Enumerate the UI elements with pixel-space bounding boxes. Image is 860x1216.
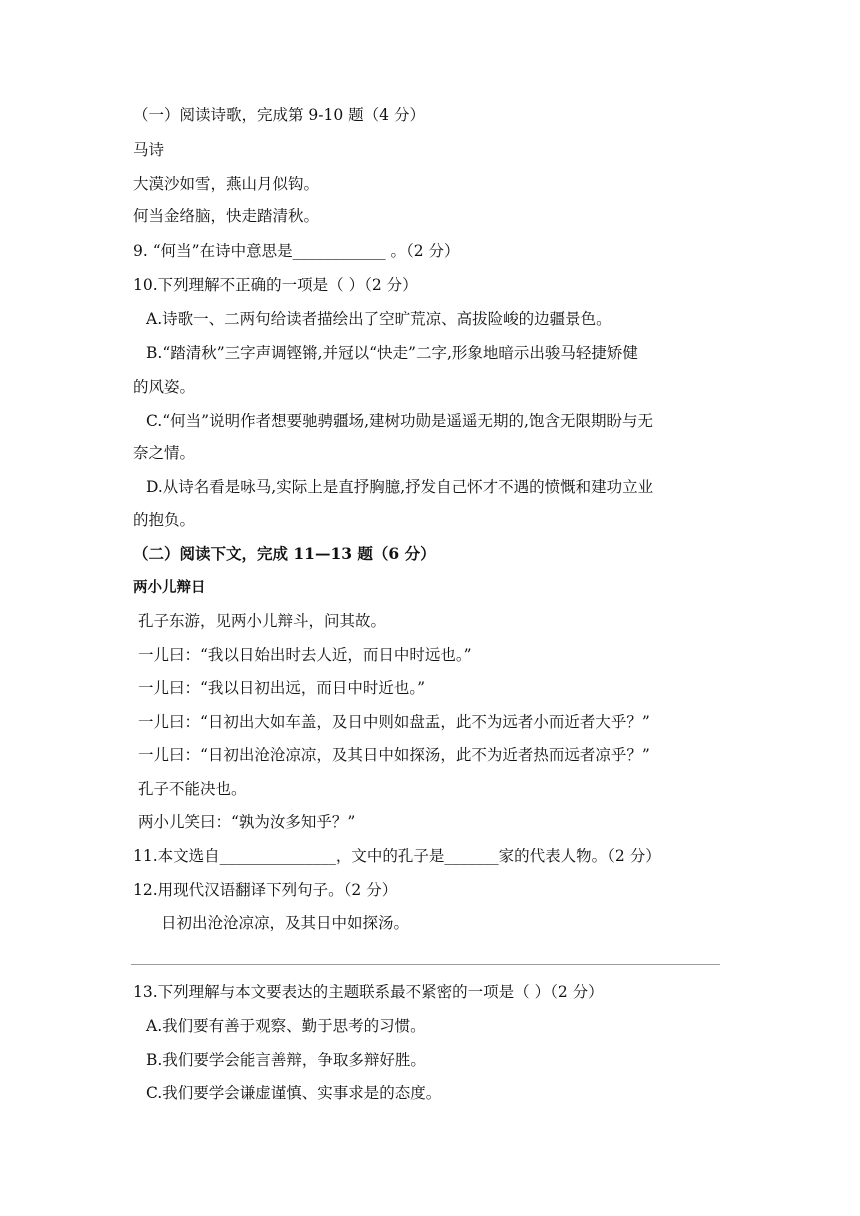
text-line-7: 两小儿笑曰：“孰为汝多知乎？”: [138, 813, 356, 831]
text-line-4: 一儿曰：“日初出大如车盖，及日中则如盘盂，此不为远者小而近者大乎？”: [138, 713, 650, 731]
answer-line: [131, 964, 720, 965]
question-10-option-a: A.诗歌一、二两句给读者描绘出了空旷荒凉、高拔险峻的边疆景色。: [146, 310, 612, 328]
question-13-option-a: A.我们要有善于观察、勤于思考的习惯。: [146, 1017, 426, 1035]
question-13-option-c: C.我们要学会谦虚谨慎、实事求是的态度。: [146, 1084, 442, 1102]
text-line-5: 一儿曰：“日初出沧沧凉凉，及其日中如探汤，此不为近者热而远者凉乎？”: [138, 746, 650, 764]
poem-line-2: 何当金络脑，快走踏清秋。: [133, 207, 320, 225]
text-line-1: 孔子东游，见两小儿辩斗，问其故。: [138, 612, 387, 630]
question-13: 13.下列理解与本文要表达的主题联系最不紧密的一项是（ ）（2 分）: [133, 983, 604, 1001]
question-10-option-b-line1: B.“踏清秋”三字声调铿锵,并冠以“快走”二字,形象地暗示出骏马轻捷矫健: [146, 344, 638, 362]
text-line-3: 一儿曰：“我以日初出远，而日中时近也。”: [138, 679, 426, 697]
section2-heading: （二）阅读下文，完成 11—13 题（6 分）: [133, 544, 436, 563]
question-10: 10.下列理解不正确的一项是（ ）（2 分）: [133, 276, 418, 294]
question-10-option-c-line1: C.“何当”说明作者想要驰骋疆场,建树功勋是遥遥无期的,饱含无限期盼与无: [146, 412, 653, 430]
question-10-option-d-line2: 的抱负。: [133, 511, 196, 529]
question-11: 11.本文选自_______________，文中的孔子是_______家的代表人物。（2 分）: [133, 847, 661, 865]
text-title: 两小儿辩日: [133, 579, 206, 596]
question-10-option-d-line1: D.从诗名看是咏马,实际上是直抒胸臆,抒发自己怀才不遇的愤慨和建功立业: [146, 478, 654, 496]
poem-line-1: 大漠沙如雪，燕山月似钩。: [133, 175, 320, 193]
poem-title: 马诗: [133, 141, 165, 159]
text-line-2: 一儿曰：“我以日始出时去人近，而日中时远也。”: [138, 646, 472, 664]
text-line-6: 孔子不能决也。: [138, 780, 247, 798]
question-10-option-c-line2: 奈之情。: [133, 444, 196, 462]
question-12: 12.用现代汉语翻译下列句子。（2 分）: [133, 881, 398, 899]
question-13-option-b: B.我们要学会能言善辩，争取多辩好胜。: [146, 1051, 426, 1069]
question-9: 9. “何当”在诗中意思是____________ 。（2 分）: [133, 242, 460, 260]
section1-heading: （一）阅读诗歌，完成第 9-10 题（4 分）: [133, 106, 425, 124]
question-10-option-b-line2: 的风姿。: [133, 378, 196, 396]
question-12-sentence: 日初出沧沧凉凉，及其日中如探汤。: [161, 914, 410, 932]
